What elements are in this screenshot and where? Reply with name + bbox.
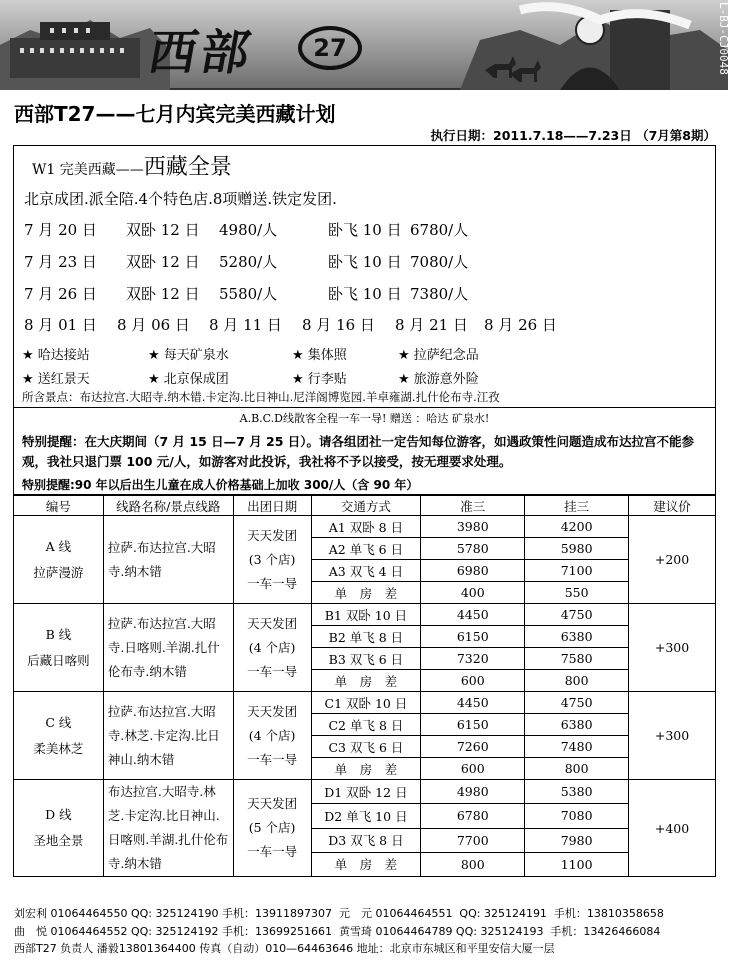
included-sites: 所含景点：布达拉宫.大昭寺.纳木错.卡定沟.比日神山.尼洋阁博览园.羊卓雍湖.扎什伦布寺.江孜 <box>22 390 500 404</box>
col-header: 交通方式 <box>311 496 421 516</box>
price-std: 7260 <box>421 736 525 758</box>
contact-line: 曲 悦 01064464552 QQ: 325124192 手机：13699251661 黄雪琦 01064464789 QQ: 325124193 手机：13426466084 <box>14 924 661 938</box>
price-std: 6150 <box>421 714 525 736</box>
dep-line: 一车一导 <box>247 751 298 767</box>
table-row <box>14 780 716 804</box>
contact-footer <box>14 905 664 958</box>
table-header-row <box>14 496 716 516</box>
departure-cell <box>233 692 311 780</box>
suggest-price: +400 <box>629 780 716 877</box>
transport: A1 双卧 8 日 <box>311 516 421 538</box>
suggest-price: +300 <box>629 692 716 780</box>
plan-b: 卧飞 10 日 <box>328 285 402 303</box>
transport: D1 双卧 12 日 <box>311 780 421 804</box>
plan-a: 双卧 12 日 <box>126 285 200 303</box>
price-hang: 5380 <box>525 780 629 804</box>
price-b: 7380/人 <box>410 285 469 303</box>
benefit-item: ★ 拉萨纪念品 <box>398 348 479 363</box>
benefit-item: ★ 旅游意外险 <box>398 372 479 387</box>
transport: 单 房 差 <box>311 758 421 780</box>
price-hang: 7480 <box>525 736 629 758</box>
price-std: 4980 <box>421 780 525 804</box>
brand-logo: 西部 <box>144 25 259 81</box>
departure-cell <box>233 780 311 877</box>
plan-b: 卧飞 10 日 <box>328 253 402 271</box>
line-code-cell <box>14 780 104 877</box>
price-hang: 1100 <box>525 852 629 876</box>
price-hang: 4200 <box>525 516 629 538</box>
promo-text: A.B.C.D线散客全程一车一导! 赠送 ：哈达 矿泉水! <box>239 412 490 425</box>
route-cell: 拉萨.布达拉宫.大昭寺.日喀则.羊湖.扎什伦布寺.纳木错 <box>103 604 233 692</box>
line-code: B 线 <box>45 626 72 642</box>
line-code-cell <box>14 604 104 692</box>
transport: 单 房 差 <box>311 852 421 876</box>
aug-date: 8 月 21 日 <box>395 316 468 334</box>
price-table <box>13 495 716 877</box>
transport: C1 双卧 10 日 <box>311 692 421 714</box>
program-name: 西藏全景 <box>143 155 232 180</box>
table-row <box>14 604 716 626</box>
price-std: 800 <box>421 852 525 876</box>
line-code: A 线 <box>45 538 72 554</box>
benefit-item: ★ 每天矿泉水 <box>148 348 229 363</box>
dep-line: (4 个店) <box>248 639 296 655</box>
benefit-item: ★ 北京保成团 <box>148 372 229 387</box>
line-name: 拉萨漫游 <box>33 564 84 580</box>
price-std: 7700 <box>421 828 525 852</box>
dep-line: (4 个店) <box>248 727 296 743</box>
price-hang: 800 <box>525 670 629 692</box>
price-hang: 6380 <box>525 714 629 736</box>
price-a: 5580/人 <box>219 285 278 303</box>
departure-cell <box>233 604 311 692</box>
table-row <box>14 692 716 714</box>
price-std: 6150 <box>421 626 525 648</box>
line-code-cell <box>14 692 104 780</box>
transport: 单 房 差 <box>311 582 421 604</box>
suggest-price: +200 <box>629 516 716 604</box>
price-std: 7320 <box>421 648 525 670</box>
price-b: 6780/人 <box>410 221 469 239</box>
price-a: 4980/人 <box>219 221 278 239</box>
aug-date: 8 月 26 日 <box>484 316 557 334</box>
contact-line: 西部T27 负责人 潘毅13801364400 传真（自动）010—64463646 地址：北京市东城区和平里安信大厦一层 <box>14 942 555 955</box>
col-header: 线路名称/景点线路 <box>103 496 233 516</box>
transport: D2 单飞 10 日 <box>311 804 421 828</box>
special-notice <box>22 432 712 472</box>
price-std: 600 <box>421 758 525 780</box>
child-notice-text: 特别提醒:90 年以后出生儿童在成人价格基础上加收 300/人（含 90 年） <box>22 478 419 492</box>
palace-base <box>10 38 140 78</box>
price-hang: 7580 <box>525 648 629 670</box>
dep-line: 一车一导 <box>247 844 298 859</box>
line-name: 柔美林芝 <box>33 740 84 756</box>
price-std: 6980 <box>421 560 525 582</box>
line-code: C 线 <box>45 714 72 730</box>
dep-line: 天天发团 <box>247 796 298 811</box>
benefit-item: ★ 行李贴 <box>292 372 347 387</box>
price-hang: 7080 <box>525 804 629 828</box>
dep-line: 天天发团 <box>247 703 298 719</box>
col-header: 编号 <box>14 496 104 516</box>
line-code-cell <box>14 516 104 604</box>
price-std: 4450 <box>421 692 525 714</box>
dep-line: (5 个店) <box>248 820 296 835</box>
line-code: D 线 <box>45 807 72 822</box>
benefit-item: ★ 哈达接站 <box>22 348 90 363</box>
price-hang: 7980 <box>525 828 629 852</box>
aug-date: 8 月 16 日 <box>302 316 375 334</box>
transport: D3 双飞 8 日 <box>311 828 421 852</box>
date: 7 月 20 日 <box>24 221 97 239</box>
price-std: 6780 <box>421 804 525 828</box>
price-std: 4450 <box>421 604 525 626</box>
price-hang: 5980 <box>525 538 629 560</box>
divider <box>14 407 715 408</box>
route-cell: 拉萨.布达拉宫.大昭寺.林芝.卡定沟.比日神山.纳木错 <box>103 692 233 780</box>
date: 7 月 26 日 <box>24 285 97 303</box>
transport: C3 双飞 6 日 <box>311 736 421 758</box>
price-std: 600 <box>421 670 525 692</box>
price-b: 7080/人 <box>410 253 469 271</box>
line-name: 后藏日喀则 <box>27 652 90 668</box>
col-header: 挂三 <box>525 496 629 516</box>
benefit-item: ★ 送红景天 <box>22 372 90 387</box>
route-cell: 布达拉宫.大昭寺.林芝.卡定沟.比日神山.日喀则.羊湖.扎什伦布寺.纳木错 <box>103 780 233 877</box>
transport: B3 双飞 6 日 <box>311 648 421 670</box>
col-header: 出团日期 <box>233 496 311 516</box>
transport: B2 单飞 8 日 <box>311 626 421 648</box>
aug-date: 8 月 06 日 <box>117 316 190 334</box>
price-std: 400 <box>421 582 525 604</box>
transport: C2 单飞 8 日 <box>311 714 421 736</box>
banner-scenery <box>0 0 728 90</box>
program-box <box>13 145 716 495</box>
dep-line: 一车一导 <box>247 575 298 591</box>
departure-cell <box>233 516 311 604</box>
program-label: W1 完美西藏—— <box>32 162 144 178</box>
dep-line: 一车一导 <box>247 663 298 679</box>
suggest-price: +300 <box>629 604 716 692</box>
page-title: 西部T27——七月内宾完美西藏计划 <box>14 102 336 126</box>
price-hang: 4750 <box>525 692 629 714</box>
line-name: 圣地全景 <box>33 833 84 848</box>
price-hang: 7100 <box>525 560 629 582</box>
special-notice-text: 特别提醒：在大庆期间（7 月 15 日—7 月 25 日）。请各组团社一定告知每位游客，如遇政策性问题造成布达拉宫不能参观，我社只退门票 100 元/人，如游客对此投诉，我社将不予以接受，按无理要求处理。 <box>22 434 695 469</box>
price-hang: 800 <box>525 758 629 780</box>
price-hang: 4750 <box>525 604 629 626</box>
transport: B1 双卧 10 日 <box>311 604 421 626</box>
route-cell: 拉萨.布达拉宫.大昭寺.纳木错 <box>103 516 233 604</box>
plan-a: 双卧 12 日 <box>126 253 200 271</box>
aug-date: 8 月 11 日 <box>209 316 282 334</box>
col-header: 建议价 <box>629 496 716 516</box>
price-a: 5280/人 <box>219 253 278 271</box>
benefit-item: ★ 集体照 <box>292 348 347 363</box>
table-row <box>14 516 716 538</box>
plan-a: 双卧 12 日 <box>126 221 200 239</box>
child-notice <box>22 476 418 493</box>
header-banner <box>0 0 728 90</box>
plan-b: 卧飞 10 日 <box>328 221 402 239</box>
side-code: L-BJ-CJ0048 <box>717 2 730 75</box>
date: 7 月 23 日 <box>24 253 97 271</box>
contact-line: 刘宏利 01064464550 QQ: 325124190 手机：13911897307 元 元 01064464551 QQ: 325124191 手机：13810358658 <box>14 907 664 920</box>
aug-date: 8 月 01 日 <box>24 316 97 334</box>
exec-date: 执行日期：2011.7.18——7.23日 （7月第8期） <box>430 128 716 143</box>
program-heading <box>32 150 232 181</box>
temple <box>610 10 670 90</box>
price-hang: 6380 <box>525 626 629 648</box>
price-std: 3980 <box>421 516 525 538</box>
price-hang: 550 <box>525 582 629 604</box>
transport: A2 单飞 6 日 <box>311 538 421 560</box>
transport: 单 房 差 <box>311 670 421 692</box>
dep-line: 天天发团 <box>247 527 298 543</box>
price-std: 5780 <box>421 538 525 560</box>
dep-line: 天天发团 <box>247 615 298 631</box>
dep-line: (3 个店) <box>248 551 296 567</box>
transport: A3 双飞 4 日 <box>311 560 421 582</box>
brand-number: 27 <box>298 26 362 70</box>
program-summary: 北京成团.派全陪.4个特色店.8项赠送.铁定发团. <box>24 190 337 208</box>
col-header: 准三 <box>421 496 525 516</box>
